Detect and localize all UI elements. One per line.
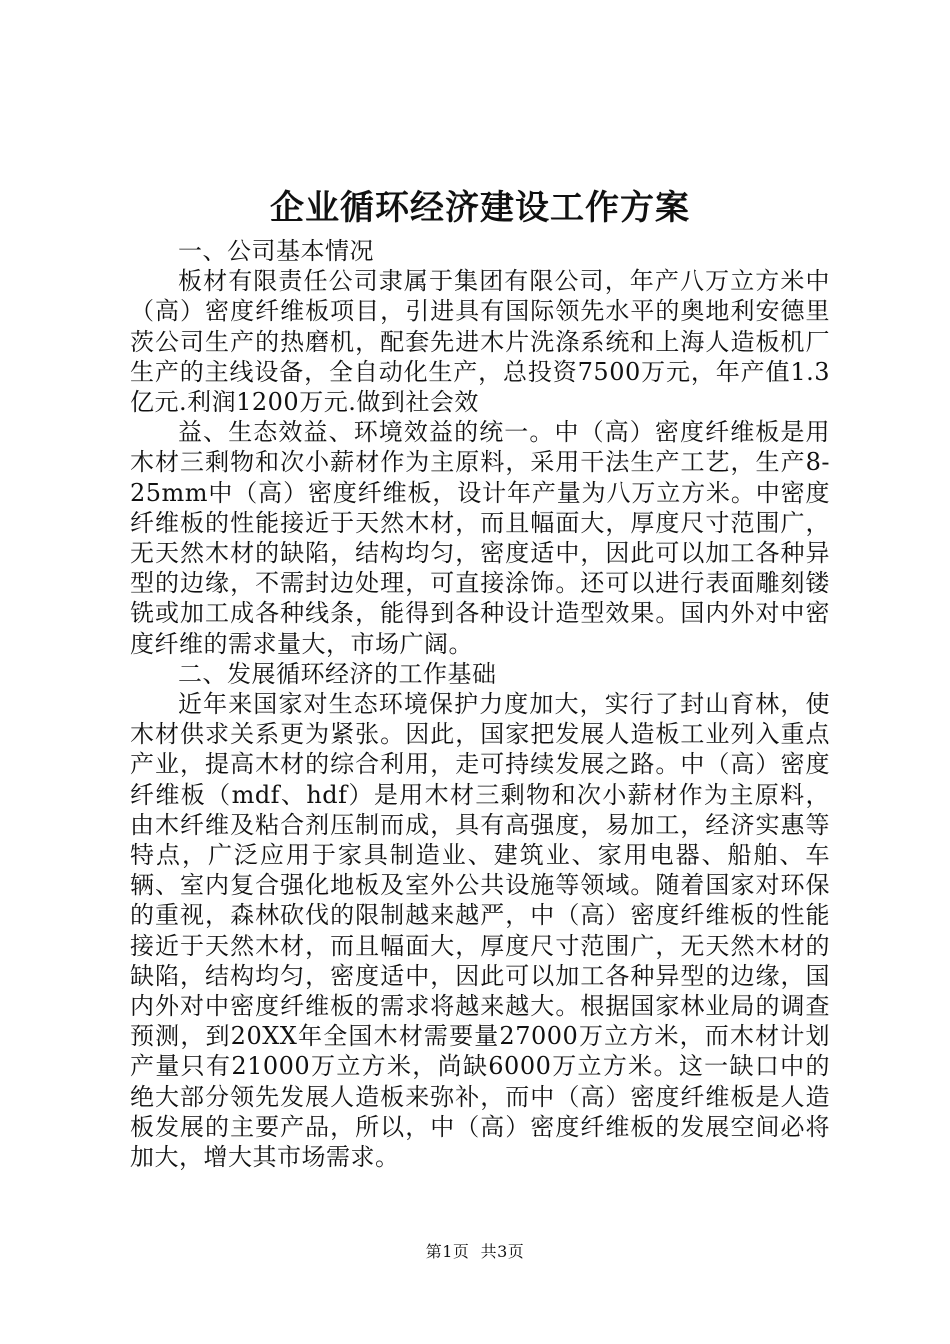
- paragraph-1: 板材有限责任公司隶属于集团有限公司，年产八万立方米中（高）密度纤维板项目，引进具有国际领先水平的奥地利安德里茨公司生产的热磨机，配套先进木片洗涤系统和上海人造板机厂生产的主线设备，全自动化生产，总投资7500万元，年产值1.3亿元.利润1200万元.做到社会效: [130, 267, 830, 417]
- paragraph-2: 益、生态效益、环境效益的统一。中（高）密度纤维板是用木材三剩物和次小薪材作为主原料，采用干法生产工艺，生产8-25mm中（高）密度纤维板，设计年产量为八万立方米。中密度纤维板的性能接近于天然木材，而且幅面大，厚度尺寸范围广，无天然木材的缺陷，结构均匀，密度适中，因此可以加工各种异型的边缘，不需封边处理，可直接涂饰。还可以进行表面雕刻镂铣或加工成各种线条，能得到各种设计造型效果。国内外对中密度纤维的需求量大，市场广阔。: [130, 418, 830, 658]
- paragraph-3: 近年来国家对生态环境保护力度加大，实行了封山育林，使木材供求关系更为紧张。因此，国家把发展人造板工业列入重点产业，提高木材的综合利用，走可持续发展之路。中（高）密度纤维板（mdf、hdf）是用木材三剩物和次小薪材作为主原料，由木纤维及粘合剂压制而成，具有高强度，易加工，经济实惠等特点，广泛应用于家具制造业、建筑业、家用电器、船舶、车辆、室内复合强化地板及室外公共设施等领域。随着国家对环保的重视，森林砍伐的限制越来越严，中（高）密度纤维板的性能接近于天然木材，而且幅面大，厚度尺寸范围广，无天然木材的缺陷，结构均匀，密度适中，因此可以加工各种异型的边缘，国内外对中密度纤维板的需求将越来越大。根据国家林业局的调查预测，到20XX年全国木材需要量27000万立方米，而木材计划产量只有21000万立方米，尚缺6000万立方米。这一缺口中的绝大部分领先发展人造板来弥补，而中（高）密度纤维板是人造板发展的主要产品，所以，中（高）密度纤维板的发展空间必将加大，增大其市场需求。: [130, 690, 830, 1172]
- document-title: 企业循环经济建设工作方案: [270, 188, 690, 228]
- section-heading-2: 二、发展循环经济的工作基础: [178, 659, 497, 688]
- page-footer: 第1页 共3页: [425, 1242, 525, 1261]
- document-body: [130, 180, 830, 1172]
- section-heading-1: 一、公司基本情况: [178, 237, 374, 265]
